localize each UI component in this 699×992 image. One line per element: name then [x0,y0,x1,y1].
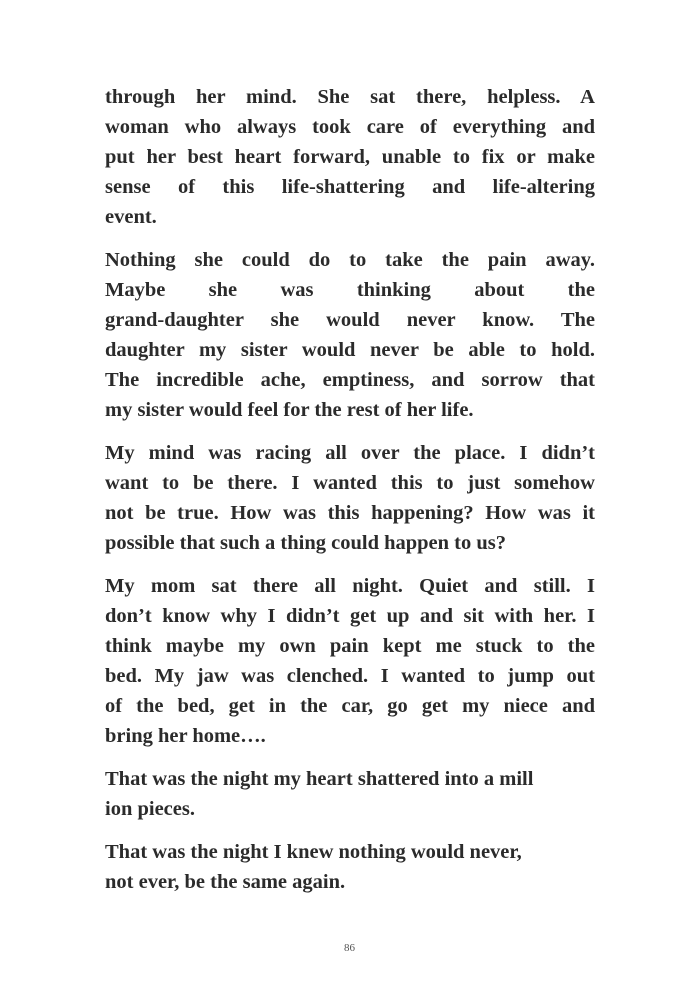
text-line: not ever, be the same again. [105,871,346,893]
text-line: sense of this life-shattering and life-altering [105,176,595,198]
paragraph-3 [105,438,595,558]
text-line: don’t know why I didn’t get up and sit with her. I [105,605,595,627]
text-line: Nothing she could do to take the pain away. [105,249,595,271]
text-line: daughter my sister would never be able to hold. [105,339,595,361]
text-line: through her mind. She sat there, helpless. A [105,86,595,108]
text-line: not be true. How was this happening? How was it [105,502,595,524]
text-line: Maybe she was thinking about the [105,279,595,301]
text-line: woman who always took care of everything and [105,116,595,138]
page-number: 86 [344,942,355,954]
text-line: bed. My jaw was clenched. I wanted to jump out [105,665,595,687]
text-line: of the bed, get in the car, go get my niece and [105,695,595,717]
text-line: ion pieces. [105,798,195,820]
body-text [105,82,595,910]
paragraph-2 [105,245,595,425]
text-line: event. [105,206,157,228]
paragraph-6 [105,837,595,897]
text-line: think maybe my own pain kept me stuck to the [105,635,595,657]
text-line: want to be there. I wanted this to just somehow [105,472,595,494]
text-line: grand-daughter she would never know. The [105,309,595,331]
text-line: put her best heart forward, unable to fix or make [105,146,595,168]
text-line: That was the night I knew nothing would never, [105,841,522,863]
paragraph-4 [105,571,595,751]
text-line: The incredible ache, emptiness, and sorrow that [105,369,595,391]
text-line: possible that such a thing could happen to us? [105,532,507,554]
text-line: My mom sat there all night. Quiet and still. I [105,575,595,597]
text-line: my sister would feel for the rest of her life. [105,399,474,421]
text-line: bring her home…. [105,725,266,747]
text-line: My mind was racing all over the place. I didn’t [105,442,595,464]
paragraph-5 [105,764,595,824]
text-line: That was the night my heart shattered into a mill [105,768,534,790]
paragraph-1 [105,82,595,232]
